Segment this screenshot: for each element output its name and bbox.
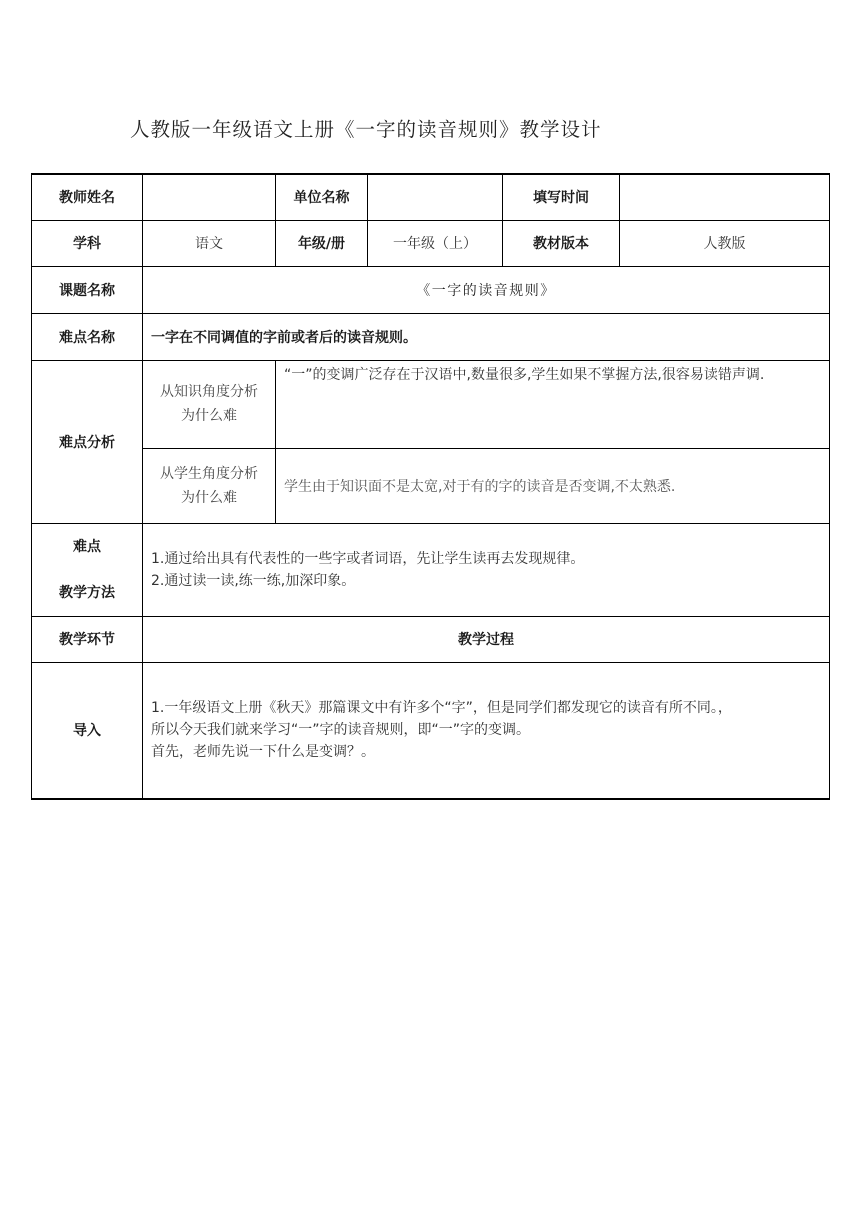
intro-line-1: 1.一年级语文上册《秋天》那篇课文中有许多个“字”，但是同学们都发现它的读音有所不同。，	[151, 700, 732, 717]
student-angle-label-line-2: 为什么难	[181, 489, 237, 506]
unit-name-label: 单位名称	[276, 174, 368, 220]
row-analysis-knowledge	[32, 360, 830, 448]
topic-value: 《一字的读音规则》	[143, 266, 830, 313]
row-subject-info	[32, 220, 830, 266]
knowledge-angle-label-line-1: 从知识角度分析	[160, 384, 258, 400]
intro-label: 导入	[32, 662, 143, 799]
method-text	[143, 523, 830, 616]
topic-label: 课题名称	[32, 266, 143, 313]
edition-value: 人教版	[620, 220, 830, 266]
method-label	[32, 523, 143, 616]
document-title: 人教版一年级语文上册《一字的读音规则》教学设计	[130, 118, 602, 141]
stage-label: 教学环节	[32, 616, 143, 662]
grade-value: 一年级（上）	[368, 220, 503, 266]
row-header-info	[32, 174, 830, 220]
row-difficulty	[32, 313, 830, 360]
row-analysis-student	[32, 448, 830, 523]
subject-value: 语文	[143, 220, 276, 266]
knowledge-angle-text: “一”的变调广泛存在于汉语中,数量很多,学生如果不掌握方法,很容易读错声调.	[276, 360, 830, 448]
analysis-label: 难点分析	[32, 360, 143, 523]
row-intro	[32, 662, 830, 799]
process-label: 教学过程	[143, 616, 830, 662]
knowledge-angle-label-line-2: 为什么难	[181, 408, 237, 424]
method-label-line-2: 教学方法	[59, 584, 115, 601]
teacher-name-field[interactable]	[143, 174, 276, 220]
fill-time-field[interactable]	[620, 174, 830, 220]
intro-line-3: 首先，老师先说一下什么是变调？。	[151, 744, 375, 761]
difficulty-value: 一字在不同调值的字前或者后的读音规则。	[143, 313, 830, 360]
difficulty-label: 难点名称	[32, 313, 143, 360]
intro-line-2: 所以今天我们就来学习“一”字的读音规则，即“一”字的变调。	[151, 722, 531, 739]
subject-label: 学科	[32, 220, 143, 266]
method-line-2: 2.通过读一读,练一练,加深印象。	[151, 572, 356, 589]
method-line-1: 1.通过给出具有代表性的一些字或者词语，先让学生读再去发现规律。	[151, 550, 585, 567]
fill-time-label: 填写时间	[503, 174, 620, 220]
student-angle-label	[143, 448, 276, 523]
row-method	[32, 523, 830, 616]
knowledge-angle-label	[143, 360, 276, 448]
teacher-name-label: 教师姓名	[32, 174, 143, 220]
row-process-header	[32, 616, 830, 662]
method-label-line-1: 难点	[73, 538, 101, 555]
student-angle-text: 学生由于知识面不是太宽,对于有的字的读音是否变调,不太熟悉.	[276, 448, 830, 523]
row-topic	[32, 266, 830, 313]
grade-label: 年级/册	[276, 220, 368, 266]
student-angle-label-line-1: 从学生角度分析	[160, 465, 258, 482]
lesson-design-table	[31, 173, 830, 800]
unit-name-field[interactable]	[368, 174, 503, 220]
edition-label: 教材版本	[503, 220, 620, 266]
intro-text	[143, 662, 830, 799]
